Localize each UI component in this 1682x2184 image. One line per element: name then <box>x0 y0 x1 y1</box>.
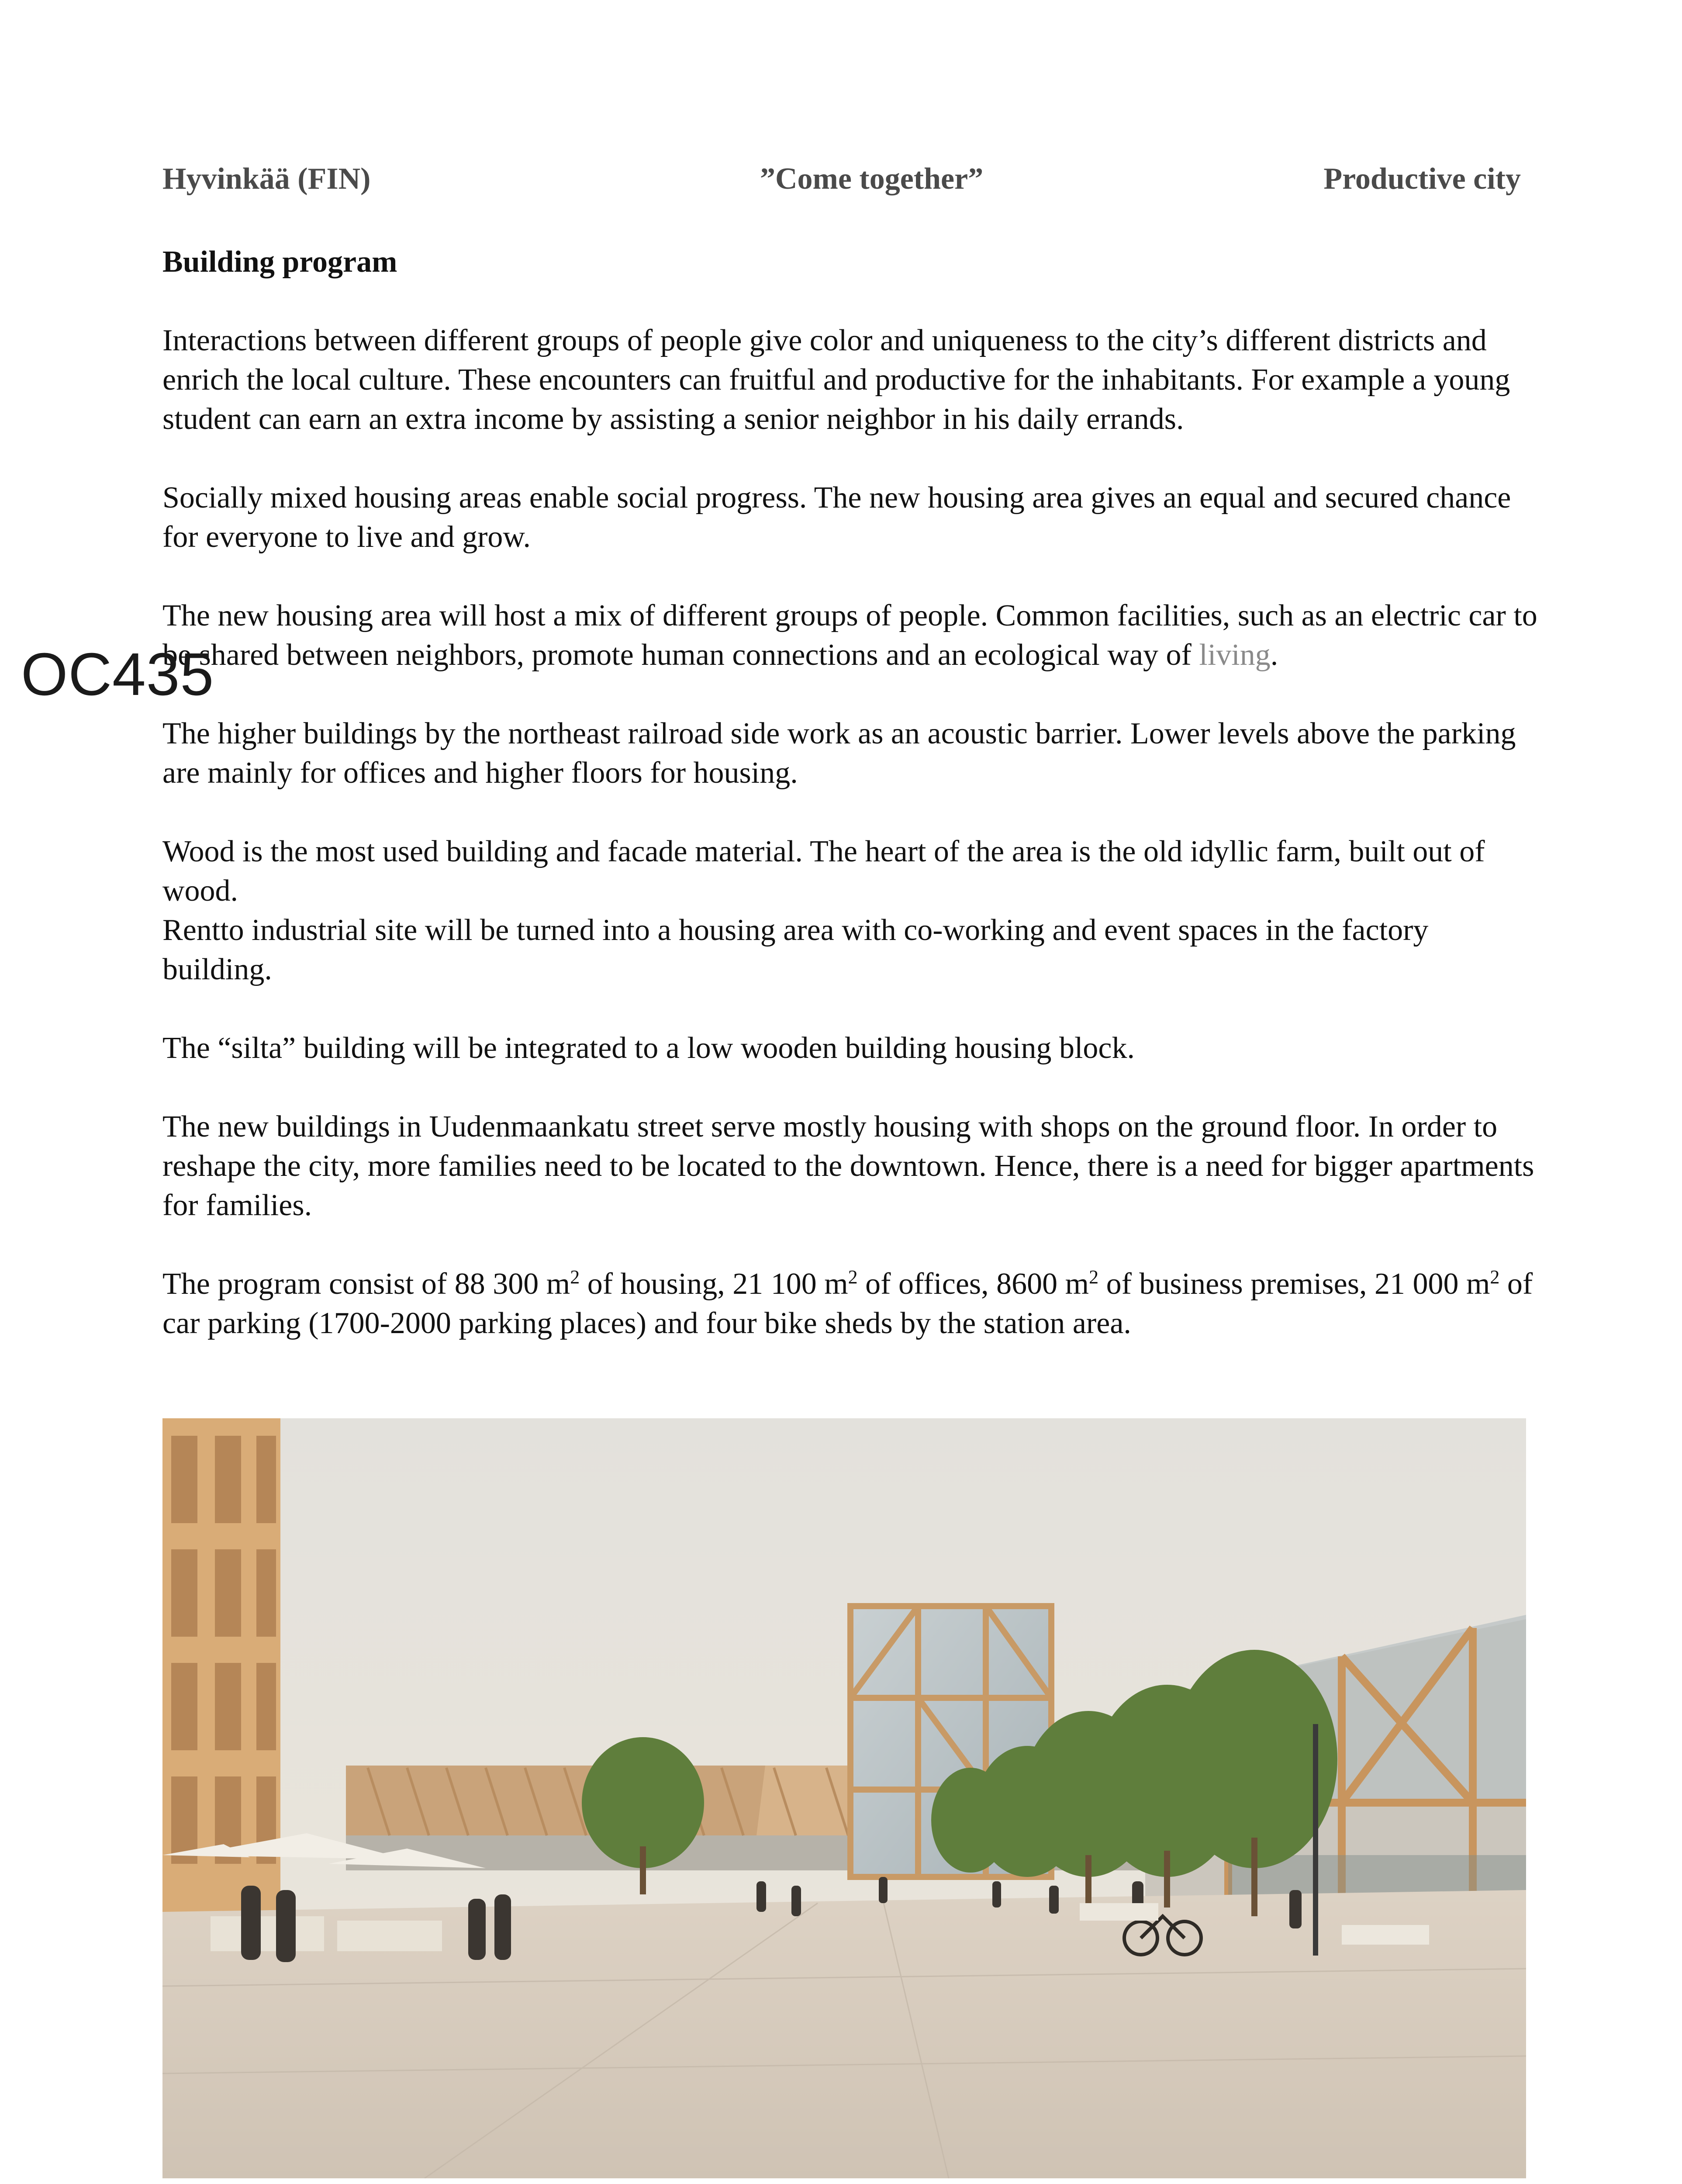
section-title: Building program <box>162 245 397 279</box>
program-bike-sheds: of car parking (1700-2000 parking places) and four bike sheds by the station area. <box>162 1267 1533 1340</box>
header-theme: Productive city <box>1323 162 1521 196</box>
superscript-2: 2 <box>848 1266 858 1288</box>
header-motto: ”Come together” <box>760 162 984 196</box>
paragraph-interactions: Interactions between different groups of people give color and uniqueness to the city’s different districts and enrich the local culture. These encounters can fruitful and productive for the inhabitants. For example a young student can earn an extra income by assisting a senior neighbor in his daily errands. <box>162 324 1510 436</box>
program-parking: of business premises, 21 000 m <box>1098 1267 1490 1301</box>
paragraph-silta: The “silta” building will be integrated to a low wooden building housing block. <box>162 1031 1135 1065</box>
paragraph-wood: Wood is the most used building and facade material. The heart of the area is the old idyllic farm, built out of wood. <box>162 835 1485 908</box>
paragraph-common-facilities <box>162 596 1538 675</box>
paragraph-social-mix: Socially mixed housing areas enable social progress. The new housing area gives an equal and secured chance for everyone to live and grow. <box>162 481 1511 554</box>
superscript-2: 2 <box>1089 1266 1099 1288</box>
station-square-illustration <box>162 1418 1526 2178</box>
paragraph-uudenmaankatu: The new buildings in Uudenmaankatu street serve mostly housing with shops on the ground floor. In order to reshape the city, more families need to be located to the downtown. Hence, there is a need for bigger apartments for families. <box>162 1110 1534 1222</box>
paragraph-rentto: Rentto industrial site will be turned into a housing area with co-working and event spaces in the factory building. <box>162 913 1429 986</box>
bench-planter <box>1342 1925 1429 1945</box>
paragraph-program <box>162 1265 1538 1343</box>
entry-code-stamp: OC435 <box>21 641 214 708</box>
paragraph-common-facilities-living: living <box>1199 638 1271 672</box>
paragraph-common-facilities-text: The new housing area will host a mix of different groups of people. Common facilities, such as an electric car to be shared between neighbors, promote human connections and an ecological way of <box>162 599 1537 672</box>
superscript-2: 2 <box>570 1266 580 1288</box>
document-body <box>162 242 1538 1343</box>
program-housing: The program consist of 88 300 m <box>162 1267 570 1301</box>
page-header <box>162 162 1521 201</box>
architectural-render <box>162 1418 1526 2178</box>
paragraph-acoustic-barrier: The higher buildings by the northeast railroad side work as an acoustic barrier. Lower levels above the parking are mainly for offices and higher floors for housing. <box>162 717 1516 790</box>
header-location: Hyvinkää (FIN) <box>162 162 371 196</box>
program-offices: of housing, 21 100 m <box>580 1267 848 1301</box>
paragraph-common-facilities-end: . <box>1270 638 1278 672</box>
superscript-2: 2 <box>1490 1266 1500 1288</box>
bench-planter <box>1080 1903 1158 1921</box>
program-business: of offices, 8600 m <box>857 1267 1089 1301</box>
